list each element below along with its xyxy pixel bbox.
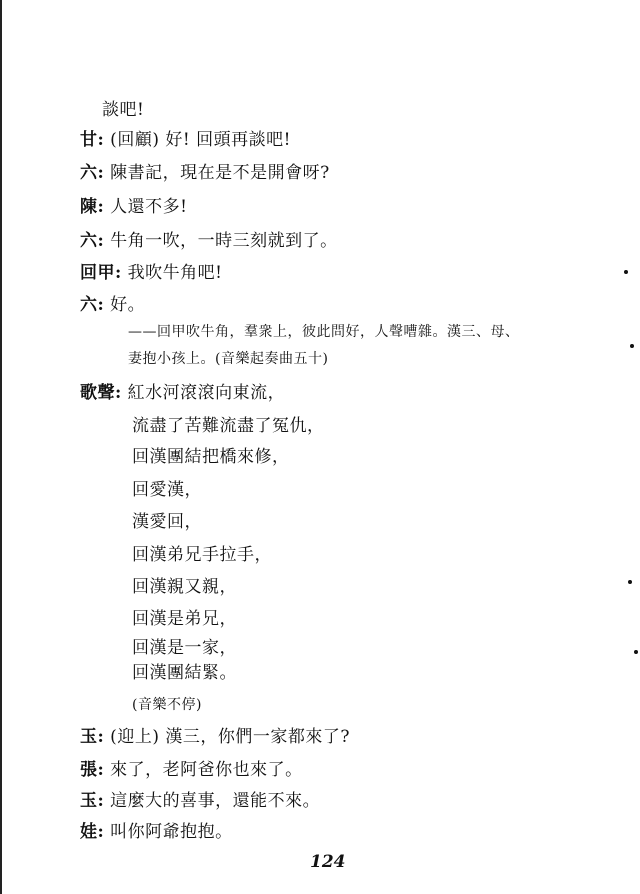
line-text: (音樂不停) bbox=[132, 697, 202, 713]
script-line bbox=[132, 416, 325, 436]
script-line bbox=[80, 231, 338, 251]
script-line bbox=[80, 822, 233, 842]
script-line bbox=[80, 130, 291, 150]
line-text: 來了，老阿爸你也來了。 bbox=[104, 760, 303, 780]
speaker-label: 甘: bbox=[80, 130, 105, 150]
line-text: 回漢是一家， bbox=[132, 638, 237, 658]
speaker-label: 六: bbox=[80, 295, 105, 315]
speaker-label: 六: bbox=[80, 163, 105, 183]
script-line bbox=[132, 663, 237, 683]
script-line bbox=[132, 545, 272, 565]
line-text: 談吧! bbox=[102, 100, 145, 120]
scan-speck bbox=[624, 270, 628, 274]
line-text: 牛角一吹，一時三刻就到了。 bbox=[104, 231, 338, 251]
line-text: 漢愛回， bbox=[132, 512, 202, 532]
page-number: 124 bbox=[310, 852, 346, 872]
speaker-label: 回甲: bbox=[80, 263, 122, 283]
script-line bbox=[102, 100, 144, 120]
line-text: 回漢是弟兄， bbox=[132, 609, 237, 629]
script-line bbox=[80, 791, 320, 811]
line-text: 紅水河滾滾向東流， bbox=[121, 383, 286, 403]
speaker-label: 張: bbox=[80, 760, 105, 780]
scan-speck bbox=[634, 650, 638, 654]
page-left-edge bbox=[0, 0, 2, 894]
speaker-label: 歌聲: bbox=[80, 383, 122, 403]
line-text: 回漢團結緊。 bbox=[132, 663, 237, 683]
line-text: 陳書記，現在是不是開會呀? bbox=[104, 163, 330, 183]
line-text: 回漢弟兄手拉手， bbox=[132, 545, 272, 565]
script-line bbox=[80, 197, 188, 217]
script-line bbox=[132, 480, 202, 500]
speaker-label: 六: bbox=[80, 231, 105, 251]
speaker-label: 娃: bbox=[80, 822, 105, 842]
speaker-label: 玉: bbox=[80, 727, 105, 747]
line-text: 我吹牛角吧! bbox=[121, 263, 223, 283]
line-text: (迎上) 漢三，你們一家都來了? bbox=[104, 727, 350, 747]
speaker-label: 陳: bbox=[80, 197, 105, 217]
script-line bbox=[132, 577, 237, 597]
script-line bbox=[132, 695, 202, 715]
scan-speck bbox=[630, 344, 634, 348]
line-text: 回漢親又親， bbox=[132, 577, 237, 597]
script-line bbox=[80, 760, 303, 780]
speaker-label: 玉: bbox=[80, 791, 105, 811]
script-line bbox=[80, 383, 285, 403]
script-line bbox=[128, 322, 520, 342]
line-text: 人還不多! bbox=[104, 197, 188, 217]
script-line bbox=[132, 512, 202, 532]
script-line bbox=[80, 727, 350, 747]
script-line bbox=[80, 163, 330, 183]
scan-speck bbox=[628, 580, 632, 584]
script-line bbox=[132, 447, 290, 467]
line-text: 這麼大的喜事，還能不來。 bbox=[104, 791, 321, 811]
line-text: 叫你阿爺抱抱。 bbox=[104, 822, 233, 842]
line-text: (回顧) 好! 回頭再談吧! bbox=[104, 130, 291, 150]
line-text: 流盡了苦難流盡了冤仇， bbox=[132, 416, 325, 436]
script-line bbox=[128, 349, 328, 369]
script-line bbox=[80, 263, 223, 283]
line-text: 好。 bbox=[104, 295, 146, 315]
script-line bbox=[132, 638, 237, 658]
script-line bbox=[80, 295, 145, 315]
line-text: 妻抱小孩上。(音樂起奏曲五十) bbox=[128, 351, 329, 367]
line-text: ——回甲吹牛角，羣衆上，彼此問好，人聲嘈雜。漢三、母、 bbox=[128, 324, 520, 340]
line-text: 回漢團結把橋來修， bbox=[132, 447, 290, 467]
script-line bbox=[132, 609, 237, 629]
line-text: 回愛漢， bbox=[132, 480, 202, 500]
